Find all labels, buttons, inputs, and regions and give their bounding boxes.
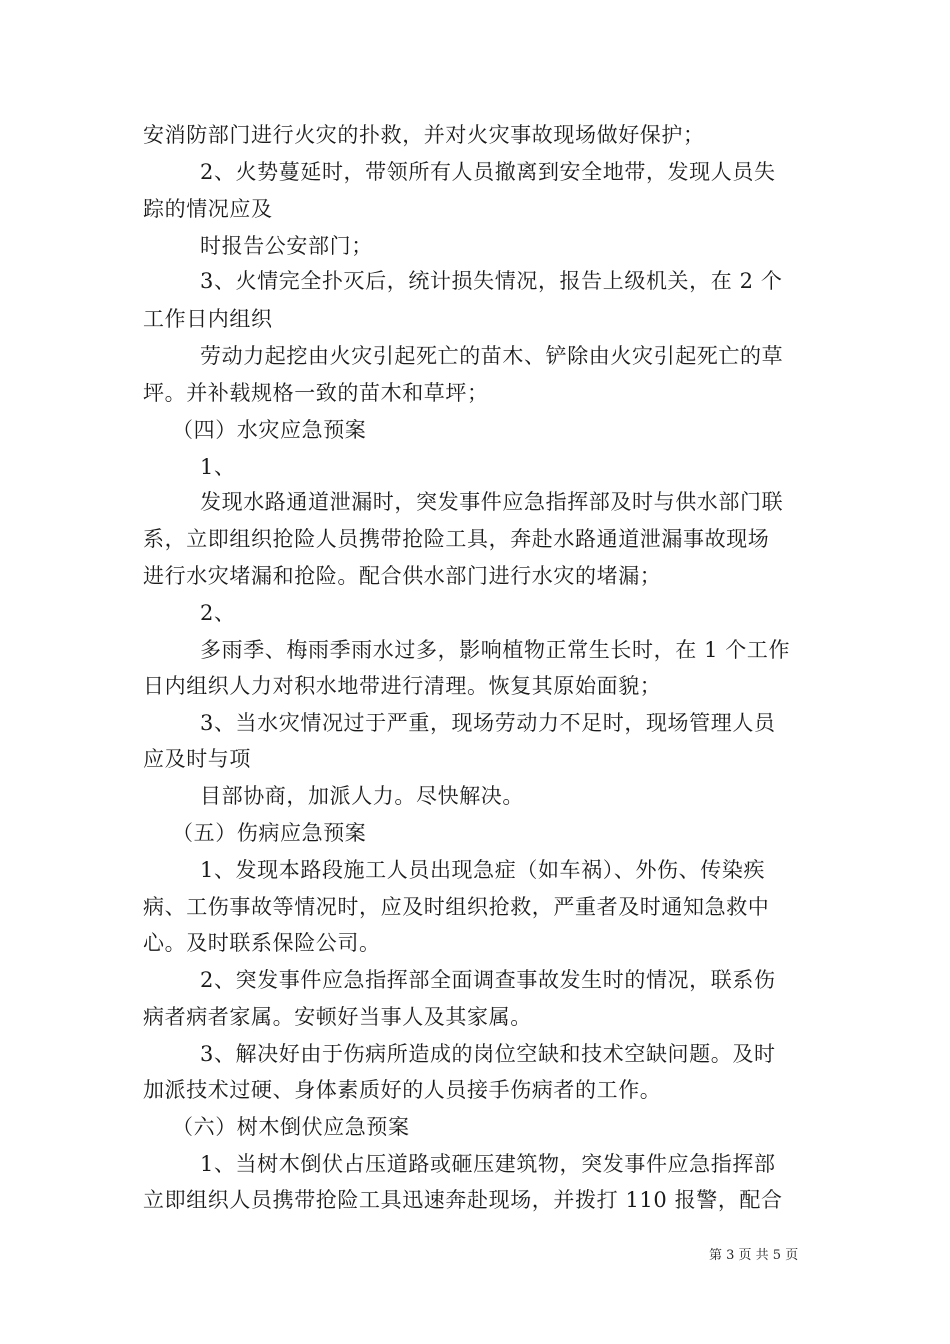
text-line: 立即组织人员携带抢险工具迅速奔赴现场，并拨打 110 报警，配合 (143, 1188, 783, 1212)
text-line: 坪。并补载规格一致的苗木和草坪； (143, 381, 489, 405)
text-line: 应及时与项 (143, 747, 251, 771)
text-line: 时报告公安部门； (200, 234, 373, 258)
text-line: 进行水灾堵漏和抢险。配合供水部门进行水灾的堵漏； (143, 564, 662, 588)
text-line: 多雨季、梅雨季雨水过多，影响植物正常生长时，在 1 个工作 (200, 638, 791, 662)
section-heading: （四）水灾应急预案 (172, 418, 367, 442)
text-line: 工作日内组织 (143, 307, 273, 331)
text-line: 1、发现本路段施工人员出现急症（如车祸）、外伤、传染疾 (200, 858, 766, 882)
text-line: 2、 (200, 601, 236, 625)
text-line: 目部协商，加派人力。尽快解决。 (200, 784, 524, 808)
text-line: 1、当树木倒伏占压道路或砸压建筑物，突发事件应急指挥部 (200, 1152, 776, 1176)
text-line: 3、解决好由于伤病所造成的岗位空缺和技术空缺问题。及时 (200, 1042, 776, 1066)
text-line: 日内组织人力对积水地带进行清理。恢复其原始面貌； (143, 674, 662, 698)
text-line: 病者病者家属。安顿好当事人及其家属。 (143, 1005, 532, 1029)
text-line: 系，立即组织抢险人员携带抢险工具，奔赴水路通道泄漏事故现场 (143, 527, 770, 551)
section-heading: （六）树木倒伏应急预案 (172, 1115, 410, 1139)
page-number-footer: 第 3 页 共 5 页 (709, 1248, 799, 1263)
text-line: 1、 (200, 455, 236, 479)
text-line: 踪的情况应及 (143, 197, 273, 221)
text-line: 2、突发事件应急指挥部全面调查事故发生时的情况，联系伤 (200, 968, 776, 992)
text-line: 加派技术过硬、身体素质好的人员接手伤病者的工作。 (143, 1078, 662, 1102)
text-line: 2、火势蔓延时，带领所有人员撤离到安全地带，发现人员失 (200, 160, 776, 184)
text-line: 安消防部门进行火灾的扑救，并对火灾事故现场做好保护； (143, 123, 705, 147)
text-line: 病、工伤事故等情况时，应及时组织抢救，严重者及时通知急救中 (143, 895, 770, 919)
section-heading: （五）伤病应急预案 (172, 821, 367, 845)
text-line: 心。及时联系保险公司。 (143, 931, 381, 955)
text-line: 3、火情完全扑灭后，统计损失情况，报告上级机关，在 2 个 (200, 269, 783, 293)
text-line: 发现水路通道泄漏时，突发事件应急指挥部及时与供水部门联 (200, 490, 784, 514)
text-line: 3、当水灾情况过于严重，现场劳动力不足时，现场管理人员 (200, 711, 776, 735)
text-line: 劳动力起挖由火灾引起死亡的苗木、铲除由火灾引起死亡的草 (200, 344, 784, 368)
